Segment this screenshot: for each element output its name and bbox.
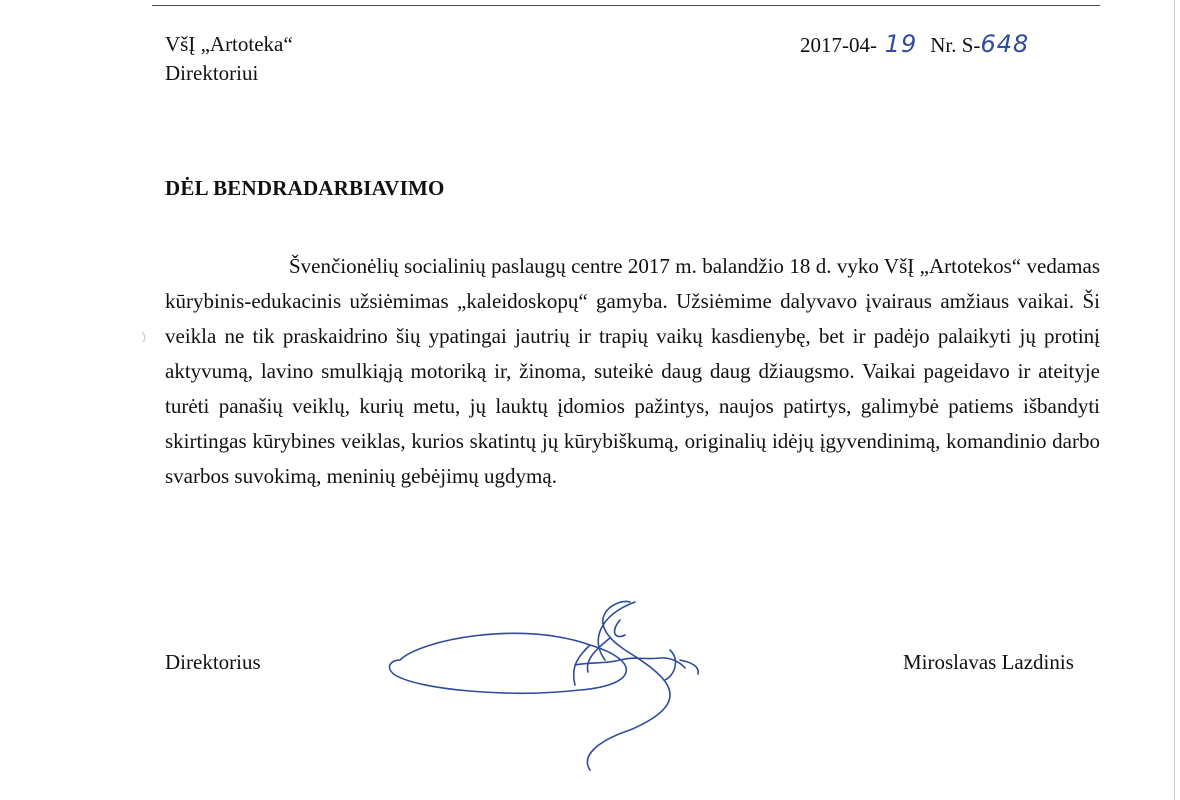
letter-body: Švenčionėlių socialinių paslaugų centre 2017 m. balandžio 18 d. vyko VšĮ „Artotekos“ vedamas kūrybinis-edukacinis užsiėmimas „kaleidoskopų“ gamyba. Užsiėmime dalyvavo įvairaus amžiaus vaikai. Ši veikla ne tik praskaidrino šių ypatingai jautrių ir trapių vaikų kasdienybę, bet ir padėjo palaikyti jų protinį aktyvumą, lavino smulkiąją motoriką ir, žinoma, suteikė daug daug džiaugsmo. Vaikai pageidavo ir ateityje turėti panašių veiklų, kurių metu, jų lauktų įdomios pažintys, naujos patirtys, galimybė patiems išbandyti skirtingas kūrybines veiklas, kurios skatintų jų kūrybiškumą, originalių idėjų įgyvendinimą, komandinio darbo svarbos suvokimą, meninių gebėjimų ugdymą. [165,254,1100,488]
date-handwritten: 19 [884,30,918,58]
document-number-prefix: Nr. S- [930,33,981,57]
header-rule [152,5,1100,6]
margin-mark [140,330,150,344]
document-number-handwritten: 648 [980,30,1030,58]
recipient-organization: VšĮ „Artoteka“ [165,32,293,56]
recipient-title: Direktoriui [165,61,259,85]
recipient-block [165,30,293,88]
handwritten-signature [380,590,750,780]
signatory-title: Direktorius [165,650,261,674]
letter-subject: DĖL BENDRADARBIAVIMO [165,176,445,200]
page-edge-line [1174,0,1175,800]
date-printed: 2017-04- [800,33,877,57]
date-number-line [800,30,1029,60]
signatory-name: Miroslavas Lazdinis [903,650,1074,674]
